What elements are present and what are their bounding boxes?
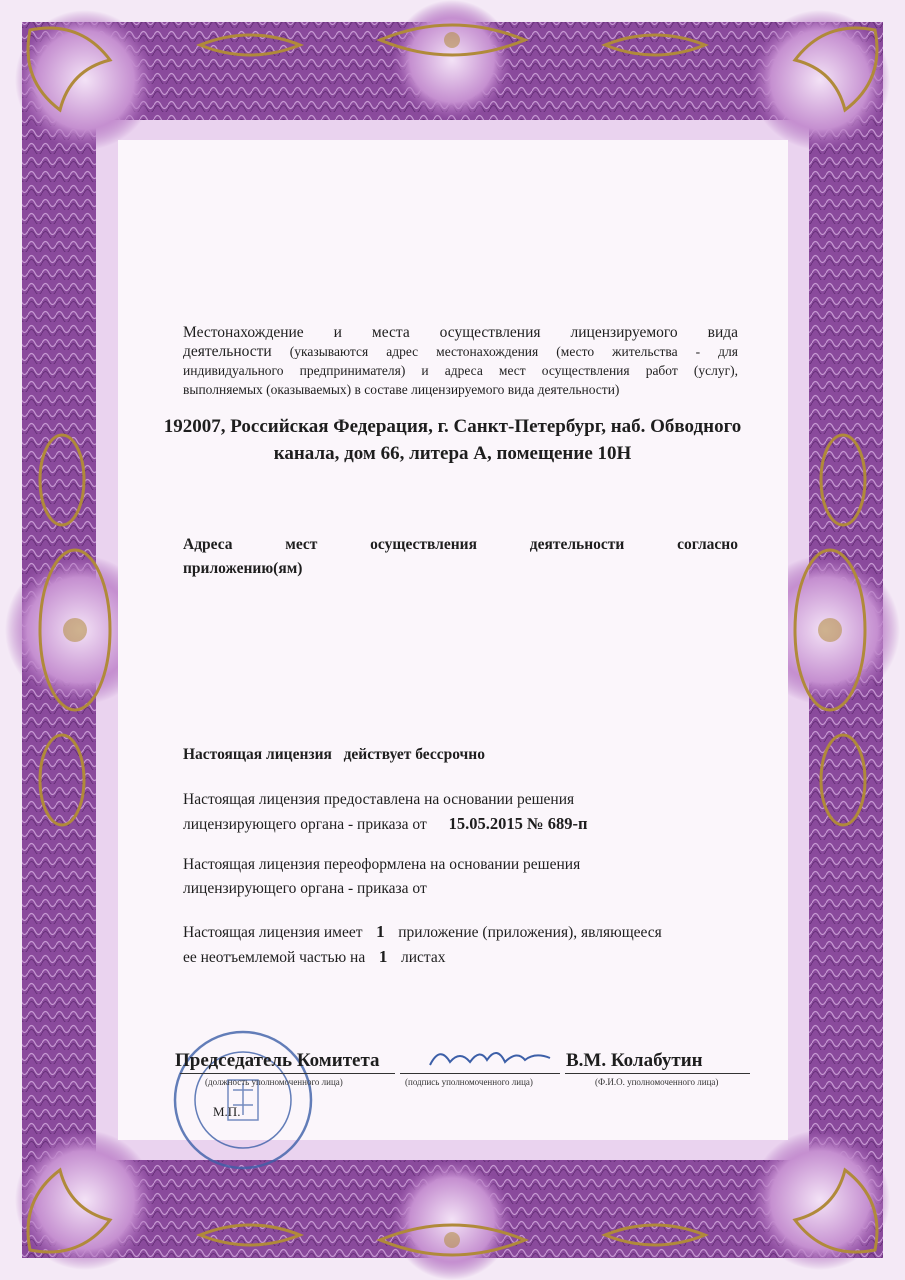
location-heading-line2: деятельности (указываются адрес местонахождения (место жительства - для xyxy=(183,343,738,360)
granted-line1: Настоящая лицензия предоставлена на основании решения xyxy=(183,791,575,808)
address-line2: канала, дом 66, литера А, помещение 10Н xyxy=(273,443,632,464)
activity-addresses xyxy=(183,533,738,581)
address-line1: 192007, Российская Федерация, г. Санкт-Петербург, наб. Обводного xyxy=(163,416,742,437)
position-line xyxy=(180,1073,395,1074)
granted-basis xyxy=(183,788,743,837)
location-heading xyxy=(183,323,738,399)
signatory-name: В.М. Колабутин xyxy=(566,1050,703,1071)
appendix-info xyxy=(183,920,753,970)
location-heading-line4: выполняемых (оказываемых) в составе лицензируемого вида деятельности) xyxy=(183,382,620,397)
granted-line2: лицензирующего органа - приказа от 15.05.2015 № 689-п xyxy=(183,814,588,833)
caption-position: (должность уполномоченного лица) xyxy=(205,1077,343,1087)
seal-place: М.П. xyxy=(213,1104,241,1119)
reissued-line2: лицензирующего органа - приказа от xyxy=(183,880,427,897)
validity xyxy=(183,743,485,767)
paper-area xyxy=(118,140,788,1140)
caption-name: (Ф.И.О. уполномоченного лица) xyxy=(595,1077,719,1087)
address xyxy=(110,413,795,467)
reissued-basis xyxy=(183,853,743,901)
validity-label: Настоящая лицензия xyxy=(183,746,332,763)
appendix-count: 1 xyxy=(376,922,385,941)
reissued-line1: Настоящая лицензия переоформлена на основании решения xyxy=(183,856,581,873)
signatory-position: Председатель Комитета xyxy=(175,1050,380,1071)
official-stamp xyxy=(168,1025,318,1175)
appendix-line1: Настоящая лицензия имеет 1 приложение (приложения), являющееся xyxy=(183,920,753,945)
caption-signature: (подпись уполномоченного лица) xyxy=(405,1077,533,1087)
location-heading-line1: Местонахождение и места осуществления лицензируемого вида xyxy=(183,324,738,341)
appendix-sheets: 1 xyxy=(378,947,388,966)
activity-addresses-line2: приложению(ям) xyxy=(183,560,303,577)
granted-date-number: 15.05.2015 № 689-п xyxy=(448,814,588,833)
validity-value: действует бессрочно xyxy=(343,746,485,763)
location-heading-line3: индивидуального предпринимателя) и адреса мест осуществления работ (услуг), xyxy=(183,363,738,378)
appendix-line2: ее неотъемлемой частью на 1 листах xyxy=(183,945,753,970)
name-line xyxy=(565,1073,750,1074)
activity-addresses-line1: Адреса мест осуществления деятельности согласно xyxy=(183,536,738,553)
handwritten-signature xyxy=(425,1040,555,1075)
